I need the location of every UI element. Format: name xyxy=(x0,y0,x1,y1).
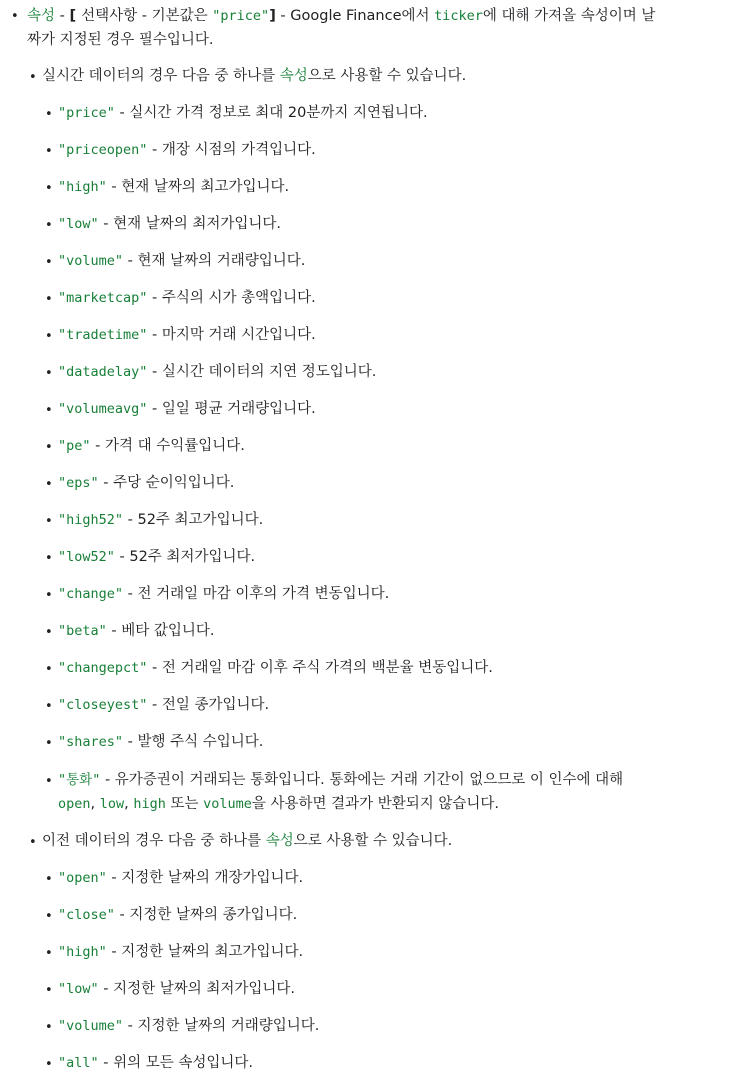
attribute-code: "closeyest" xyxy=(58,697,148,713)
bullet-icon: • xyxy=(45,909,53,924)
attribute-description: - 베타 값입니다. xyxy=(106,623,215,639)
attribute-code: "open" xyxy=(58,870,107,886)
attribute-code: "price" xyxy=(58,105,115,121)
attribute-description: - 지정한 날짜의 개장가입니다. xyxy=(106,870,304,886)
list-item xyxy=(58,1015,319,1037)
sep-1: , xyxy=(90,796,100,812)
currency-desc: - 유가증권이 거래되는 통화입니다. 통화에는 거래 기간이 없으므로 이 인수에 대해 xyxy=(100,772,624,788)
historical-tail: 으로 사용할 수 있습니다. xyxy=(293,833,453,849)
bullet-icon: • xyxy=(29,835,37,850)
bullet-icon: • xyxy=(45,477,53,492)
realtime-tail: 으로 사용할 수 있습니다. xyxy=(307,68,467,84)
bullet-icon: • xyxy=(45,366,53,381)
intro-bracket-open: [ xyxy=(69,8,82,24)
bullet-icon: • xyxy=(45,699,53,714)
bullet-icon: • xyxy=(45,1057,53,1072)
currency-line-1 xyxy=(58,769,623,791)
intro-line-2 xyxy=(27,29,214,51)
bullet-icon: • xyxy=(45,440,53,455)
attribute-code: "high" xyxy=(58,944,107,960)
bullet-icon: • xyxy=(45,292,53,307)
attribute-description: - 개장 시점의 가격입니다. xyxy=(147,142,316,158)
bullet-icon: • xyxy=(45,514,53,529)
list-item xyxy=(58,324,316,346)
bullet-icon: • xyxy=(45,107,53,122)
code-high: high xyxy=(133,796,166,812)
currency-code: "통화" xyxy=(58,772,101,788)
intro-default-code: "price" xyxy=(212,8,270,24)
attribute-code: "marketcap" xyxy=(58,290,148,306)
list-item xyxy=(58,1052,253,1074)
bullet-icon: • xyxy=(45,872,53,887)
attribute-description: - 전 거래일 마감 이후 주식 가격의 백분율 변동입니다. xyxy=(147,660,493,676)
bullet-icon: • xyxy=(29,70,37,85)
attribute-code: "shares" xyxy=(58,734,124,750)
historical-lead: 이전 데이터의 경우 다음 중 하나를 xyxy=(42,833,266,849)
attribute-description: - 현재 날짜의 최저가입니다. xyxy=(98,216,281,232)
list-item xyxy=(58,472,234,494)
attribute-description: - 주식의 시가 총액입니다. xyxy=(147,290,316,306)
list-item xyxy=(58,941,303,963)
list-item xyxy=(58,620,215,642)
intro-optional: 선택사항 - 기본값은 xyxy=(81,8,213,24)
bullet-icon: • xyxy=(45,736,53,751)
list-item xyxy=(58,250,305,272)
bullet-icon: • xyxy=(45,662,53,677)
code-low: low xyxy=(99,796,125,812)
sep-2: , xyxy=(124,796,134,812)
historical-term: 속성 xyxy=(265,833,294,849)
list-item xyxy=(58,904,297,926)
attribute-code: "low52" xyxy=(58,549,115,565)
attribute-code: "pe" xyxy=(58,438,91,454)
list-item xyxy=(58,102,428,124)
attribute-code: "change" xyxy=(58,586,124,602)
attribute-code: "datadelay" xyxy=(58,364,148,380)
attribute-description: - 가격 대 수익률입니다. xyxy=(90,438,245,454)
code-volume: volume xyxy=(203,796,252,812)
attribute-description: - 실시간 가격 정보로 최대 20분까지 지연됩니다. xyxy=(114,105,428,121)
attribute-description: - 실시간 데이터의 지연 정도입니다. xyxy=(147,364,377,380)
attribute-code: "low" xyxy=(58,216,99,232)
bullet-icon: • xyxy=(45,218,53,233)
realtime-lead: 실시간 데이터의 경우 다음 중 하나를 xyxy=(42,68,280,84)
attribute-code: "low" xyxy=(58,981,99,997)
attribute-description: - 위의 모든 속성입니다. xyxy=(98,1055,253,1071)
currency-line-2 xyxy=(58,793,499,815)
attribute-code: "changepct" xyxy=(58,660,148,676)
list-item xyxy=(58,583,389,605)
attribute-code: "high52" xyxy=(58,512,124,528)
attribute-description: - 마지막 거래 시간입니다. xyxy=(147,327,316,343)
bullet-icon: • xyxy=(11,9,19,24)
intro-term: 속성 xyxy=(27,8,56,24)
list-item xyxy=(58,509,263,531)
list-item xyxy=(58,398,316,420)
bullet-icon: • xyxy=(45,551,53,566)
attribute-description: - 지정한 날짜의 최저가입니다. xyxy=(98,981,296,997)
attribute-description: - 주당 순이익입니다. xyxy=(98,475,235,491)
end-text: 을 사용하면 결과가 반환되지 않습니다. xyxy=(251,796,500,812)
attribute-description: - 52주 최고가입니다. xyxy=(123,512,264,528)
attribute-code: "priceopen" xyxy=(58,142,148,158)
attribute-code: "high" xyxy=(58,179,107,195)
bullet-icon: • xyxy=(45,181,53,196)
intro-desc-3: 짜가 지정된 경우 필수입니다. xyxy=(27,32,214,48)
realtime-term: 속성 xyxy=(279,68,308,84)
bullet-icon: • xyxy=(45,1020,53,1035)
attribute-description: - 지정한 날짜의 거래량입니다. xyxy=(123,1018,320,1034)
code-open: open xyxy=(58,796,91,812)
bullet-icon: • xyxy=(45,329,53,344)
attribute-code: "volume" xyxy=(58,253,124,269)
attribute-code: "volume" xyxy=(58,1018,124,1034)
list-item xyxy=(58,213,281,235)
historical-heading xyxy=(42,830,452,852)
attribute-code: "eps" xyxy=(58,475,99,491)
list-item xyxy=(58,361,376,383)
list-item xyxy=(58,435,245,457)
list-item xyxy=(58,176,289,198)
attribute-description: - 52주 최저가입니다. xyxy=(114,549,256,565)
mid-text: 또는 xyxy=(165,796,204,812)
attribute-description: - 일일 평균 거래량입니다. xyxy=(147,401,316,417)
list-item xyxy=(58,978,295,1000)
intro-desc-2: 에 대해 가져올 속성이며 날 xyxy=(482,8,656,24)
attribute-description: - 지정한 날짜의 종가입니다. xyxy=(114,907,298,923)
bullet-icon: • xyxy=(45,588,53,603)
bullet-icon: • xyxy=(45,946,53,961)
list-item xyxy=(58,867,303,889)
realtime-heading xyxy=(42,65,466,87)
bullet-icon: • xyxy=(45,255,53,270)
bullet-icon: • xyxy=(45,144,53,159)
list-item xyxy=(58,694,269,716)
attribute-description: - 현재 날짜의 최고가입니다. xyxy=(106,179,290,195)
list-item xyxy=(58,731,263,753)
bullet-icon: • xyxy=(45,625,53,640)
bullet-icon: • xyxy=(45,403,53,418)
attribute-code: "all" xyxy=(58,1055,99,1071)
attribute-code: "tradetime" xyxy=(58,327,148,343)
attribute-description: - 전일 종가입니다. xyxy=(147,697,270,713)
attribute-code: "close" xyxy=(58,907,115,923)
list-item xyxy=(58,287,316,309)
attribute-description: - 현재 날짜의 거래량입니다. xyxy=(123,253,306,269)
intro-ticker-code: ticker xyxy=(434,8,483,24)
list-item xyxy=(58,657,493,679)
bullet-icon: • xyxy=(45,983,53,998)
intro-line-1 xyxy=(27,5,655,27)
attribute-description: - 발행 주식 수입니다. xyxy=(123,734,264,750)
bullet-icon: • xyxy=(45,774,53,789)
intro-dash: - xyxy=(55,8,70,24)
list-item xyxy=(58,139,316,161)
intro-bracket-close: ] xyxy=(269,8,276,24)
attribute-description: - 지정한 날짜의 최고가입니다. xyxy=(106,944,304,960)
list-item xyxy=(58,546,255,568)
intro-desc-1: - Google Finance에서 xyxy=(275,8,435,24)
attribute-code: "volumeavg" xyxy=(58,401,148,417)
attribute-description: - 전 거래일 마감 이후의 가격 변동입니다. xyxy=(123,586,390,602)
attribute-code: "beta" xyxy=(58,623,107,639)
